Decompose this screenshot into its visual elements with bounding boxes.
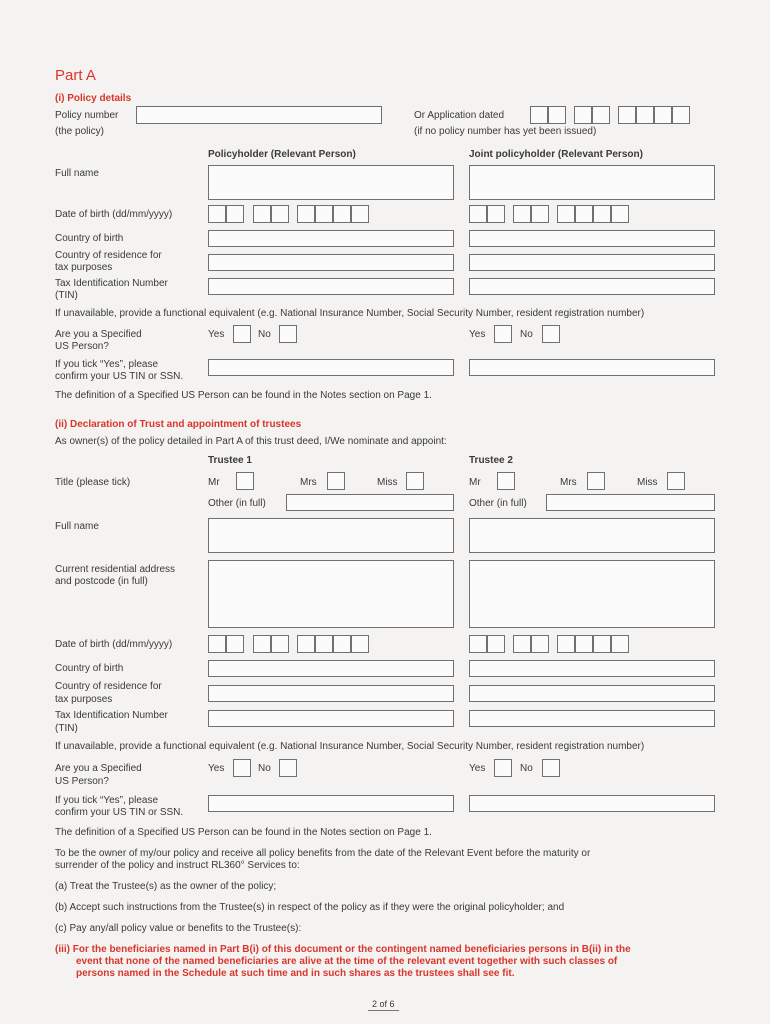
joint-us-yes-checkbox[interactable] [494,325,512,343]
date-cell[interactable] [208,205,226,223]
trustee2-tin-input[interactable] [469,710,715,727]
instruction-b: (b) Accept such instructions from the Trustee(s) in respect of the policy as if they were the original policyholder; and [55,902,565,913]
trustee2-country-birth-input[interactable] [469,660,715,677]
address-label: Current residential address [55,564,176,575]
trustee1-tin-input[interactable] [208,710,454,727]
confirm-tin-label: If you tick “Yes”, please [55,359,159,370]
policy-number-label: Policy number [55,110,119,121]
policyholder-us-yes-checkbox[interactable] [233,325,251,343]
country-residence-label: Country of residence for [55,250,162,261]
trustee-country-residence-label: Country of residence for [55,681,162,692]
date-cell[interactable] [487,635,505,653]
trustee-us-person-label-2: US Person? [55,776,109,787]
date-cell[interactable] [531,205,549,223]
policyholder-column-heading: Policyholder (Relevant Person) [208,149,356,160]
trustee-country-birth-label: Country of birth [55,663,124,674]
date-cell[interactable] [593,635,611,653]
date-cell[interactable] [593,205,611,223]
declaration-intro: As owner(s) of the policy detailed in Part A of this trust deed, I/We nominate and appoint: [55,436,447,447]
yes-label: Yes [469,763,486,774]
owner-text-line-1: To be the owner of my/our policy and receive all policy benefits from the date of the Relevant Event before the maturity or [55,848,591,859]
us-person-label-2: US Person? [55,341,109,352]
tin-label-2: (TIN) [55,290,78,301]
policyholder-full-name-input[interactable] [208,165,454,200]
date-cell[interactable] [333,635,351,653]
date-cell[interactable] [297,635,315,653]
date-cell[interactable] [530,106,548,124]
no-label: No [520,763,533,774]
trustee1-country-residence-input[interactable] [208,685,454,702]
trustee2-us-tin-input[interactable] [469,795,715,812]
application-dated-sub: (if no policy number has yet been issued) [414,126,597,137]
trustee-us-person-definition: The definition of a Specified US Person can be found in the Notes section on Page 1. [55,827,432,838]
date-cell[interactable] [575,205,593,223]
trustee2-country-residence-input[interactable] [469,685,715,702]
date-cell[interactable] [557,205,575,223]
date-cell[interactable] [253,205,271,223]
declaration-heading: (ii) Declaration of Trust and appointment of trustees [55,419,302,430]
joint-us-tin-input[interactable] [469,359,715,376]
beneficiaries-clause-line-1: (iii) For the beneficiaries named in Part B(i) of this document or the contingent named beneficiaries persons in B(ii) in the [55,944,631,955]
joint-country-birth-input[interactable] [469,230,715,247]
yes-label: Yes [469,329,486,340]
date-cell[interactable] [469,635,487,653]
joint-us-no-checkbox[interactable] [542,325,560,343]
tin-label: Tax Identification Number [55,278,168,289]
trustee1-other-title-input[interactable] [286,494,454,511]
date-cell[interactable] [333,205,351,223]
trustee1-us-yes-checkbox[interactable] [233,759,251,777]
date-cell[interactable] [487,205,505,223]
date-cell[interactable] [315,635,333,653]
trustee1-address-input[interactable] [208,560,454,628]
trustee1-full-name-input[interactable] [208,518,454,553]
date-cell[interactable] [513,205,531,223]
trustee2-other-title-input[interactable] [546,494,715,511]
instruction-a: (a) Treat the Trustee(s) as the owner of the policy; [55,881,277,892]
country-birth-label: Country of birth [55,233,124,244]
date-cell[interactable] [253,635,271,653]
mr-label: Mr [208,477,220,488]
country-residence-label-2: tax purposes [55,262,113,273]
yes-label: Yes [208,329,225,340]
trustee1-mr-checkbox[interactable] [236,472,254,490]
policy-details-heading: (i) Policy details [55,93,132,104]
date-cell[interactable] [208,635,226,653]
dob-label: Date of birth (dd/mm/yyyy) [55,209,173,220]
miss-label: Miss [377,477,398,488]
beneficiaries-clause-line-3: persons named in the Schedule at such time and in such shares as the trustees shall see fit. [76,968,515,979]
date-cell[interactable] [271,205,289,223]
other-title-label: Other (in full) [469,498,527,509]
trustee2-mrs-checkbox[interactable] [587,472,605,490]
policyholder-us-tin-input[interactable] [208,359,454,376]
trustee1-us-no-checkbox[interactable] [279,759,297,777]
page-number: 2 of 6 [368,999,399,1011]
date-cell[interactable] [297,205,315,223]
confirm-tin-label-2: confirm your US TIN or SSN. [55,371,184,382]
date-cell[interactable] [271,635,289,653]
mrs-label: Mrs [560,477,577,488]
full-name-label: Full name [55,168,99,179]
trustee-us-person-label: Are you a Specified [55,763,142,774]
mrs-label: Mrs [300,477,317,488]
part-title: Part A [55,67,96,84]
address-label-2: and postcode (in full) [55,576,148,587]
trustee2-address-input[interactable] [469,560,715,628]
date-cell[interactable] [574,106,592,124]
beneficiaries-clause-line-2: event that none of the named beneficiaries are alive at the time of the relevant event together with such classes of [76,956,618,967]
date-cell[interactable] [226,205,244,223]
trustee-confirm-label: If you tick “Yes”, please [55,795,159,806]
date-cell[interactable] [315,205,333,223]
trustee-2-heading: Trustee 2 [469,455,513,466]
date-cell[interactable] [636,106,654,124]
owner-text-line-2: surrender of the policy and instruct RL360° Services to: [55,860,300,871]
trustee-country-residence-label-2: tax purposes [55,694,113,705]
trustee-tin-label-2: (TIN) [55,723,78,734]
trustee-full-name-label: Full name [55,521,99,532]
joint-policyholder-column-heading: Joint policyholder (Relevant Person) [469,149,643,160]
trustee-unavailable-note: If unavailable, provide a functional equivalent (e.g. National Insurance Number, Social Security Number, resident registration number) [55,741,645,752]
miss-label: Miss [637,477,658,488]
date-cell[interactable] [469,205,487,223]
policy-number-input[interactable] [136,106,382,124]
date-cell[interactable] [557,635,575,653]
trustee1-mrs-checkbox[interactable] [327,472,345,490]
unavailable-note: If unavailable, provide a functional equivalent (e.g. National Insurance Number, Social Security Number, resident registration number) [55,308,645,319]
date-cell[interactable] [611,635,629,653]
joint-full-name-input[interactable] [469,165,715,200]
date-cell[interactable] [611,205,629,223]
date-cell[interactable] [575,635,593,653]
policyholder-country-birth-input[interactable] [208,230,454,247]
instruction-c: (c) Pay any/all policy value or benefits to the Trustee(s): [55,923,302,934]
title-label: Title (please tick) [55,477,131,488]
no-label: No [520,329,533,340]
trustee1-miss-checkbox[interactable] [406,472,424,490]
yes-label: Yes [208,763,225,774]
policyholder-us-no-checkbox[interactable] [279,325,297,343]
trustee2-full-name-input[interactable] [469,518,715,553]
trustee2-miss-checkbox[interactable] [667,472,685,490]
mr-label: Mr [469,477,481,488]
trustee2-mr-checkbox[interactable] [497,472,515,490]
joint-tin-input[interactable] [469,278,715,295]
no-label: No [258,763,271,774]
date-cell[interactable] [531,635,549,653]
us-person-definition: The definition of a Specified US Person can be found in the Notes section on Page 1. [55,390,432,401]
joint-country-residence-input[interactable] [469,254,715,271]
trustee2-us-yes-checkbox[interactable] [494,759,512,777]
date-cell[interactable] [351,635,369,653]
trustee-1-heading: Trustee 1 [208,455,252,466]
trustee1-country-birth-input[interactable] [208,660,454,677]
policyholder-tin-input[interactable] [208,278,454,295]
date-cell[interactable] [618,106,636,124]
date-cell[interactable] [592,106,610,124]
policy-number-sub: (the policy) [55,126,104,137]
date-cell[interactable] [351,205,369,223]
date-cell[interactable] [226,635,244,653]
policyholder-country-residence-input[interactable] [208,254,454,271]
trustee1-us-tin-input[interactable] [208,795,454,812]
trustee-dob-label: Date of birth (dd/mm/yyyy) [55,639,173,650]
us-person-label: Are you a Specified [55,329,142,340]
other-title-label: Other (in full) [208,498,266,509]
application-dated-label: Or Application dated [414,110,505,121]
date-cell[interactable] [548,106,566,124]
trustee-confirm-label-2: confirm your US TIN or SSN. [55,807,184,818]
no-label: No [258,329,271,340]
trustee2-us-no-checkbox[interactable] [542,759,560,777]
date-cell[interactable] [654,106,672,124]
date-cell[interactable] [672,106,690,124]
trustee-tin-label: Tax Identification Number [55,710,168,721]
date-cell[interactable] [513,635,531,653]
